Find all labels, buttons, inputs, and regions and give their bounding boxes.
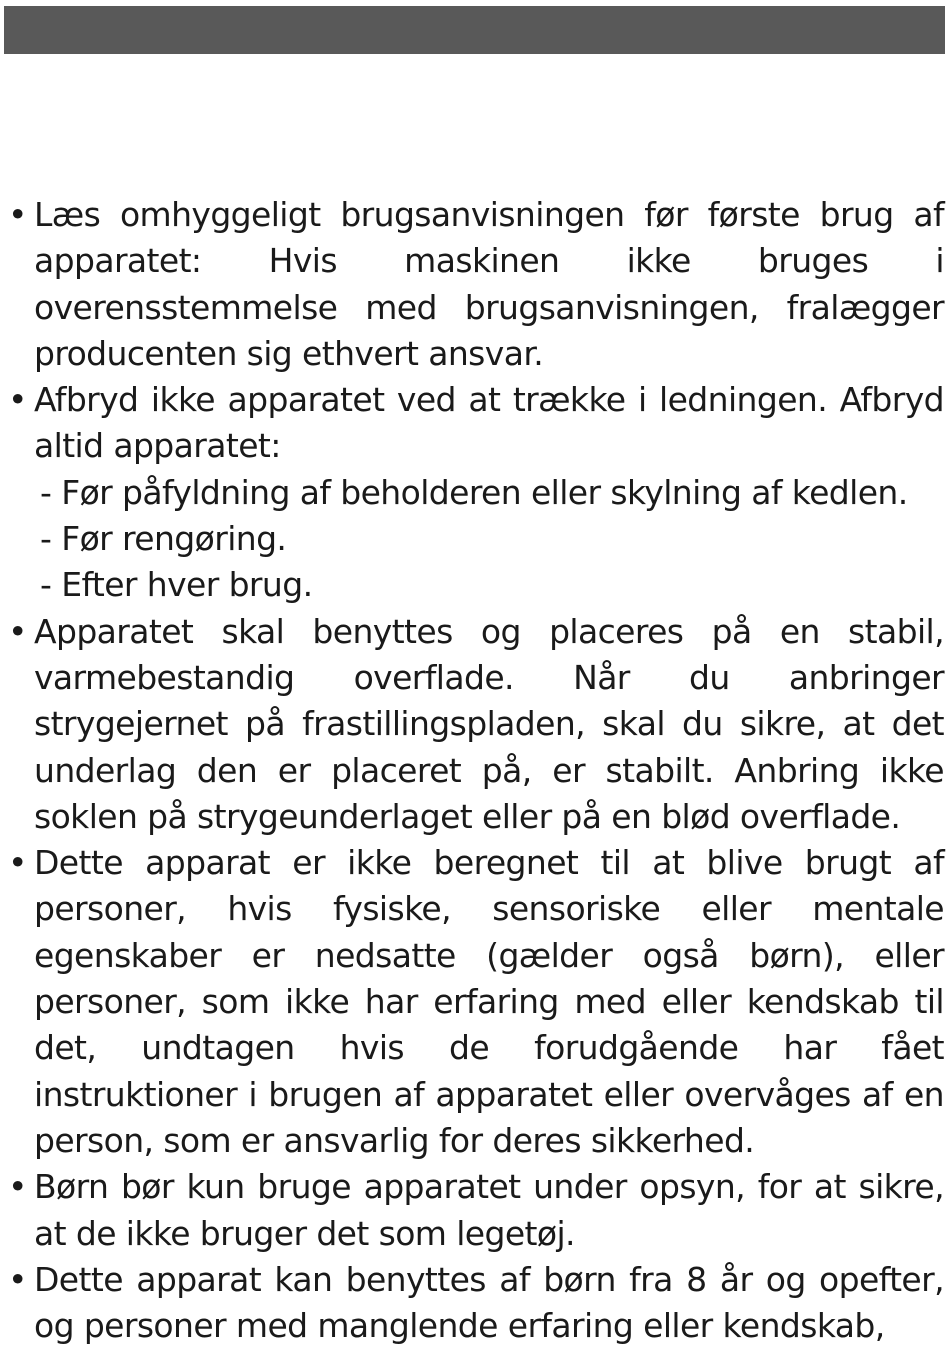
list-item — [0, 377, 944, 470]
header-bar — [4, 6, 945, 54]
list-item — [0, 840, 944, 1164]
list-item — [0, 609, 944, 840]
bullet-icon: • — [8, 1259, 27, 1299]
safety-instructions-list — [0, 192, 944, 1349]
list-item — [0, 1257, 944, 1350]
list-item-text: Afbryd ikke apparatet ved at trække i ledningen. Afbryd altid apparatet: — [34, 380, 944, 466]
sub-item: - Før påfyldning af beholderen eller skylning af kedlen. — [40, 472, 908, 512]
bullet-icon: • — [8, 843, 27, 883]
bullet-icon: • — [8, 195, 27, 234]
sub-item: - Før rengøring. — [40, 519, 287, 559]
sub-item: - Efter hver brug. — [40, 565, 313, 605]
list-item — [0, 1164, 944, 1257]
list-item-text: Læs omhyggeligt brugsanvisningen før første brug af apparatet: Hvis maskinen ikke bruges i overensstemmelse med brugsanvisningen, fralægger producenten sig ethvert ansvar. — [34, 195, 944, 373]
bullet-icon: • — [8, 1167, 27, 1207]
list-item-text: Apparatet skal benyttes og placeres på en stabil, varmebestandig overflade. Når du anbringer strygejernet på frastillingspladen, skal du sikre, at det underlag den er placeret på, er stabilt. Anbring ikke soklen på strygeunderlaget eller på en blød overflade. — [34, 611, 944, 836]
list-item-text: Børn bør kun bruge apparatet under opsyn, for at sikre, at de ikke bruger det som legetøj. — [34, 1167, 944, 1253]
bullet-icon: • — [8, 380, 27, 420]
list-item — [0, 192, 944, 377]
bullet-icon: • — [8, 611, 27, 651]
list-item-text: Dette apparat er ikke beregnet til at blive brugt af personer, hvis fysiske, sensoriske eller mentale egenskaber er nedsatte (gælder også børn), eller personer, som ikke har erfaring med eller kendskab til det, undtagen hvis de forudgående har fået instruktioner i brugen af apparatet eller overvåges af en person, som er ansvarlig for deres sikkerhed. — [34, 843, 944, 1160]
list-item-text: Dette apparat kan benyttes af børn fra 8 år og opefter, og personer med manglende erfaring eller kendskab, — [34, 1259, 944, 1346]
